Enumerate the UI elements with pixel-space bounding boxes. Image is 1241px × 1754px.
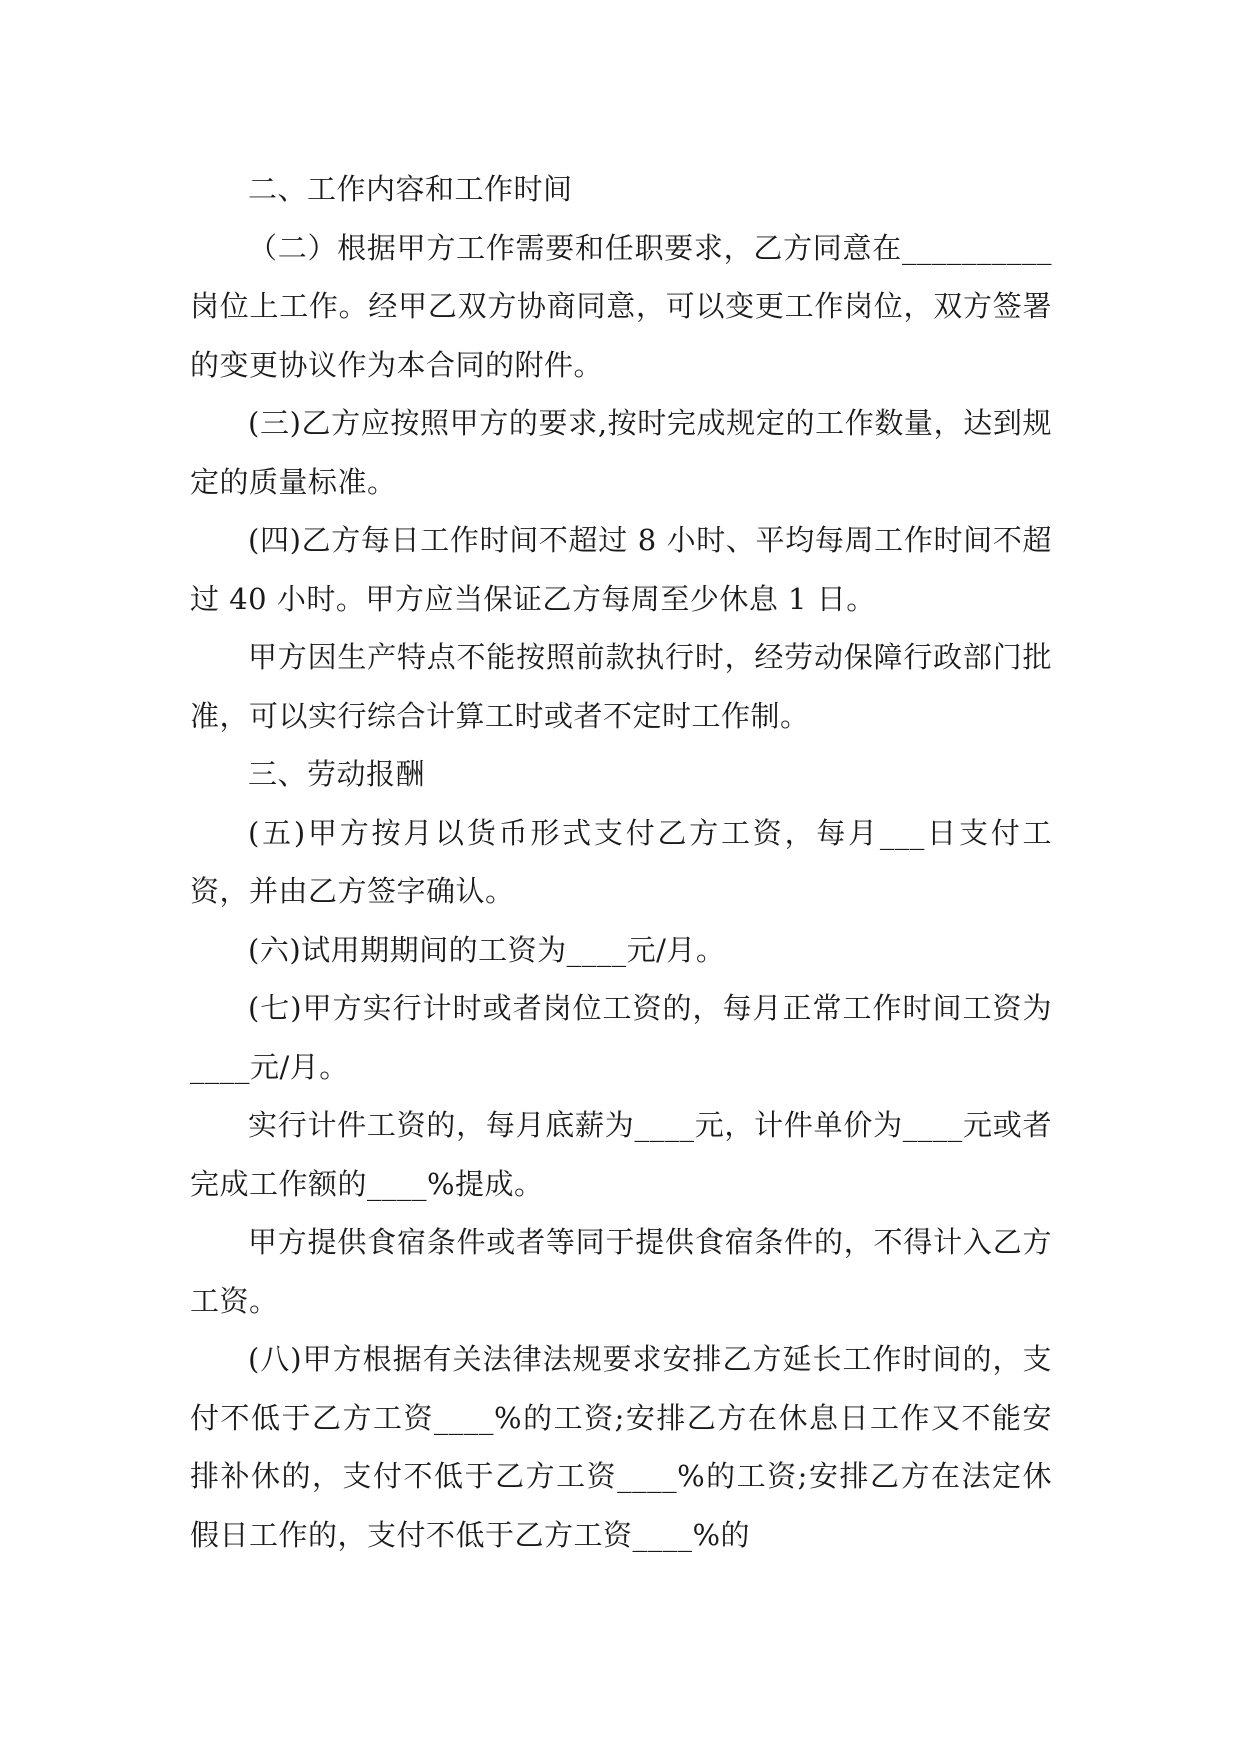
clause-7-time-wage: (七)甲方实行计时或者岗位工资的，每月正常工作时间工资为____元/月。 — [190, 991, 1052, 1084]
document-body — [190, 160, 1052, 1564]
clause-2-position: （二）根据甲方工作需要和任职要求，乙方同意在__________岗位上工作。经甲乙双方协商同意，可以变更工作岗位，双方签署的变更协议作为本合同的附件。 — [190, 230, 1052, 382]
clause-4-hours: (四)乙方每日工作时间不超过 8 小时、平均每周工作时间不超过 40 小时。甲方应当保证乙方每周至少休息 1 日。 — [190, 523, 1052, 616]
clause-3-quality: (三)乙方应按照甲方的要求,按时完成规定的工作数量，达到规定的质量标准。 — [190, 406, 1052, 499]
section-heading-work-content: 二、工作内容和工作时间 — [248, 172, 573, 206]
section-heading-remuneration: 三、劳动报酬 — [248, 757, 426, 791]
clause-5-payment: (五)甲方按月以货币形式支付乙方工资，每月___日支付工资，并由乙方签字确认。 — [190, 815, 1052, 908]
clause-8-overtime: (八)甲方根据有关法律法规要求安排乙方延长工作时间的，支付不低于乙方工资____%的工资;安排乙方在休息日工作又不能安排补休的，支付不低于乙方工资____%的工资;安排乙方在法定休假日工作的，支付不低于乙方工资____%的 — [190, 1342, 1052, 1552]
clause-7-piece-wage: 实行计件工资的，每月底薪为____元，计件单价为____元或者完成工作额的____%提成。 — [190, 1108, 1052, 1201]
clause-4-exception: 甲方因生产特点不能按照前款执行时，经劳动保障行政部门批准，可以实行综合计算工时或者不定时工作制。 — [190, 640, 1052, 733]
clause-7-board-lodging: 甲方提供食宿条件或者等同于提供食宿条件的，不得计入乙方工资。 — [190, 1225, 1052, 1318]
clause-6-probation-wage: (六)试用期期间的工资为____元/月。 — [248, 932, 726, 967]
